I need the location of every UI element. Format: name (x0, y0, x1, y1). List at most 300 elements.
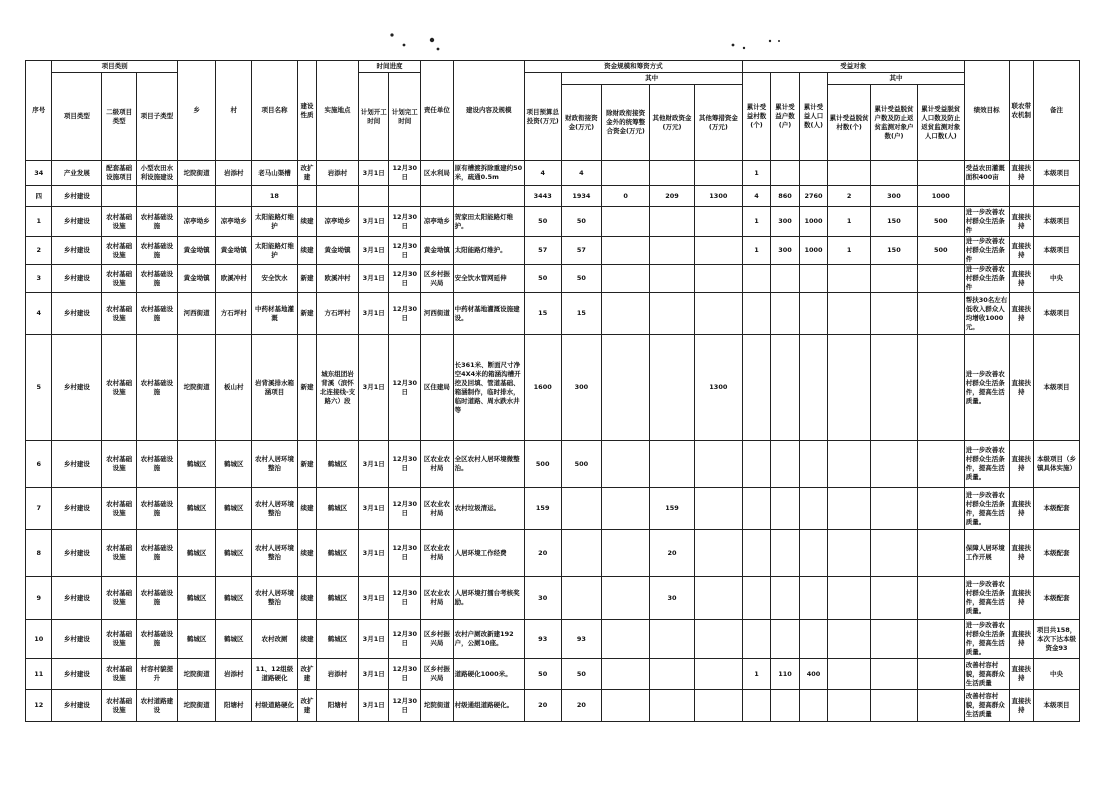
cell-link: 直接扶持 (1009, 577, 1033, 620)
cell-ph (871, 690, 918, 722)
cell-seq: 4 (26, 293, 52, 335)
table-row (26, 207, 1080, 237)
header-seq: 序号 (26, 61, 52, 161)
cell-integ (602, 577, 650, 620)
cell-pv (828, 659, 871, 690)
cell-bp: 1000 (799, 237, 828, 265)
cell-sub2 (102, 186, 137, 207)
cell-perf: 进一步改善农村群众生活条件 (964, 237, 1009, 265)
cell-pv (828, 690, 871, 722)
cell-nature: 新建 (297, 335, 316, 441)
cell-integ (602, 207, 650, 237)
cell-budget: 30 (524, 577, 561, 620)
cell-content: 贺家田太阳能路灯维护。 (453, 207, 524, 237)
cell-unit: 凉亭坳乡 (421, 207, 454, 237)
cell-content (453, 186, 524, 207)
header-secondary-type: 二级项目类型 (102, 73, 137, 161)
cell-town: 坨院街道 (177, 335, 216, 441)
header-farmer-link: 联农带农机制 (1009, 61, 1033, 161)
cell-otherf (650, 690, 695, 722)
cell-ph (871, 620, 918, 659)
cell-link (1009, 186, 1033, 207)
cell-bh (771, 577, 800, 620)
cell-fiscal: 20 (561, 690, 602, 722)
cell-link: 直接扶持 (1009, 335, 1033, 441)
table-row (26, 265, 1080, 293)
cell-start: 3月1日 (358, 335, 389, 441)
cell-content: 村级通组道路硬化。 (453, 690, 524, 722)
cell-remark: 本级配套 (1033, 577, 1079, 620)
header-responsible-unit: 责任单位 (421, 61, 454, 161)
cell-town: 坨院街道 (177, 690, 216, 722)
cell-end: 12月30日 (389, 620, 421, 659)
cell-seq: 6 (26, 441, 52, 488)
cell-town: 鹤城区 (177, 620, 216, 659)
cell-seq: 3 (26, 265, 52, 293)
cell-link: 直接扶持 (1009, 293, 1033, 335)
cell-sub3: 小型农田水利设施建设 (136, 161, 177, 186)
cell-bv: 1 (742, 659, 771, 690)
cell-town: 坨院街道 (177, 659, 216, 690)
cell-type: 乡村建设 (52, 293, 102, 335)
cell-end: 12月30日 (389, 207, 421, 237)
cell-bh (771, 335, 800, 441)
table-row (26, 690, 1080, 722)
cell-budget: 15 (524, 293, 561, 335)
header-project-type: 项目类型 (52, 73, 102, 161)
cell-village: 鹤城区 (216, 488, 252, 530)
cell-link: 直接扶持 (1009, 530, 1033, 577)
cell-nature (297, 186, 316, 207)
cell-seq: 11 (26, 659, 52, 690)
cell-fiscal (561, 530, 602, 577)
cell-sub3: 农村基础设施 (136, 293, 177, 335)
cell-bp (799, 265, 828, 293)
cell-sub3: 农村基础设施 (136, 577, 177, 620)
cell-pv (828, 441, 871, 488)
table-row (26, 237, 1080, 265)
cell-fiscal: 4 (561, 161, 602, 186)
cell-bh (771, 441, 800, 488)
cell-pv (828, 488, 871, 530)
table-row (26, 293, 1080, 335)
cell-name: 18 (252, 186, 298, 207)
cell-perf: 帮扶30名左右低收入群众人均增收1000元。 (964, 293, 1009, 335)
table-row (26, 161, 1080, 186)
cell-unit: 区住建局 (421, 335, 454, 441)
cell-bh (771, 293, 800, 335)
header-performance: 绩效目标 (964, 61, 1009, 161)
cell-name: 太阳能路灯维护 (252, 207, 298, 237)
cell-content: 人居环境打擂台考核奖励。 (453, 577, 524, 620)
cell-fiscal: 57 (561, 237, 602, 265)
cell-fiscal: 1934 (561, 186, 602, 207)
cell-loc: 方石坪村 (317, 293, 359, 335)
cell-ph (871, 530, 918, 577)
cell-pv (828, 620, 871, 659)
cell-bv (742, 530, 771, 577)
header-village: 村 (216, 61, 252, 161)
cell-type: 乡村建设 (52, 237, 102, 265)
cell-loc: 黄金坳镇 (317, 237, 359, 265)
cell-start: 3月1日 (358, 441, 389, 488)
cell-pp (917, 659, 964, 690)
cell-start: 3月1日 (358, 488, 389, 530)
cell-unit (421, 186, 454, 207)
cell-fiscal: 93 (561, 620, 602, 659)
header-plan-start: 计划开工时间 (358, 73, 389, 161)
cell-remark: 中央 (1033, 265, 1079, 293)
cell-pp (917, 265, 964, 293)
cell-loc: 岩添村 (317, 161, 359, 186)
cell-bp (799, 690, 828, 722)
cell-seq: 1 (26, 207, 52, 237)
cell-type: 乡村建设 (52, 659, 102, 690)
cell-type: 乡村建设 (52, 207, 102, 237)
cell-loc: 鹤城区 (317, 530, 359, 577)
header-benefit-villages: 累计受益村数(个) (742, 73, 771, 161)
cell-content: 人居环境工作经费 (453, 530, 524, 577)
header-project-category: 项目类别 (52, 61, 177, 73)
project-table (25, 60, 1080, 722)
cell-link: 直接扶持 (1009, 161, 1033, 186)
cell-village: 鹤城区 (216, 620, 252, 659)
cell-bh (771, 488, 800, 530)
cell-integ (602, 488, 650, 530)
cell-loc: 城东组团岩背溪（滨怀北连接线-支路六）段 (317, 335, 359, 441)
cell-integ (602, 161, 650, 186)
header-total-budget: 项目预算总投资(万元) (524, 73, 561, 161)
cell-sub3: 农村基础设施 (136, 441, 177, 488)
header-other-raised: 其他筹措资金(万元) (694, 85, 742, 161)
cell-village: 鹤城区 (216, 441, 252, 488)
cell-otherf: 209 (650, 186, 695, 207)
cell-sub2: 农村基础设施 (102, 207, 137, 237)
cell-village (216, 186, 252, 207)
cell-budget: 4 (524, 161, 561, 186)
cell-end: 12月30日 (389, 237, 421, 265)
cell-bv (742, 577, 771, 620)
cell-pp (917, 441, 964, 488)
cell-fiscal: 50 (561, 207, 602, 237)
cell-otherf (650, 237, 695, 265)
cell-pp (917, 530, 964, 577)
cell-remark: 本级项目 (1033, 237, 1079, 265)
cell-perf: 进一步改善农村群众生活条件，提高生活质量。 (964, 577, 1009, 620)
cell-type: 乡村建设 (52, 530, 102, 577)
cell-bv (742, 441, 771, 488)
cell-seq: 8 (26, 530, 52, 577)
cell-link: 直接扶持 (1009, 265, 1033, 293)
cell-perf: 进一步改善农村群众生活条件 (964, 207, 1009, 237)
cell-integ (602, 530, 650, 577)
cell-name: 老马山渠槽 (252, 161, 298, 186)
header-beneficiaries-of-which: 其中 (828, 73, 964, 85)
cell-type: 乡村建设 (52, 488, 102, 530)
table-row (26, 659, 1080, 690)
cell-seq: 四 (26, 186, 52, 207)
cell-village: 鹤城区 (216, 530, 252, 577)
cell-seq: 7 (26, 488, 52, 530)
cell-link: 直接扶持 (1009, 488, 1033, 530)
cell-content: 太阳能路灯维护。 (453, 237, 524, 265)
header-funding-of-which: 其中 (561, 73, 742, 85)
cell-sub2: 农村基础设施 (102, 530, 137, 577)
cell-bv: 1 (742, 161, 771, 186)
cell-loc: 鹤城区 (317, 577, 359, 620)
cell-end: 12月30日 (389, 690, 421, 722)
header-benefit-population: 累计受益人口数(人) (799, 73, 828, 161)
header-time-progress: 时间进度 (358, 61, 420, 73)
cell-village: 岩添村 (216, 161, 252, 186)
cell-nature: 改扩建 (297, 690, 316, 722)
cell-budget: 50 (524, 207, 561, 237)
cell-type: 乡村建设 (52, 265, 102, 293)
cell-integ (602, 441, 650, 488)
cell-town: 凉亭坳乡 (177, 207, 216, 237)
cell-fiscal: 15 (561, 293, 602, 335)
header-benefit-poor-households: 累计受益脱贫户数及防止返贫监测对象户数(户) (871, 85, 918, 161)
cell-loc: 鹤城区 (317, 620, 359, 659)
cell-seq: 12 (26, 690, 52, 722)
cell-remark: 本级项目 (1033, 293, 1079, 335)
cell-village: 板山村 (216, 335, 252, 441)
cell-type: 产业发展 (52, 161, 102, 186)
cell-pp (917, 293, 964, 335)
cell-otherf: 20 (650, 530, 695, 577)
cell-start: 3月1日 (358, 207, 389, 237)
cell-raised (694, 237, 742, 265)
cell-bp (799, 293, 828, 335)
cell-remark: 本级配套 (1033, 530, 1079, 577)
cell-nature: 改扩建 (297, 659, 316, 690)
cell-start: 3月1日 (358, 293, 389, 335)
cell-bh (771, 265, 800, 293)
cell-bv (742, 620, 771, 659)
cell-nature: 续建 (297, 577, 316, 620)
cell-link: 直接扶持 (1009, 441, 1033, 488)
cell-remark: 本级项目 (1033, 161, 1079, 186)
cell-sub3: 村容村貌提升 (136, 659, 177, 690)
cell-name: 农村人居环境整治 (252, 530, 298, 577)
cell-pv (828, 161, 871, 186)
cell-ph (871, 161, 918, 186)
cell-perf: 受益农田灌溉面积400亩 (964, 161, 1009, 186)
cell-perf: 进一步改善农村群众生活条件，提高生活质量。 (964, 620, 1009, 659)
cell-end: 12月30日 (389, 530, 421, 577)
cell-seq: 10 (26, 620, 52, 659)
cell-link: 直接扶持 (1009, 207, 1033, 237)
cell-integ (602, 335, 650, 441)
cell-sub3: 农村基础设施 (136, 237, 177, 265)
cell-sub3 (136, 186, 177, 207)
cell-nature: 新建 (297, 293, 316, 335)
cell-village: 凉亭坳乡 (216, 207, 252, 237)
table-body (26, 161, 1080, 722)
cell-content: 原有槽渡拆除重建约50米，疏通0.5m (453, 161, 524, 186)
header-location: 实施地点 (317, 61, 359, 161)
cell-nature: 改扩建 (297, 161, 316, 186)
cell-unit: 黄金坳镇 (421, 237, 454, 265)
table-row (26, 186, 1080, 207)
cell-bh: 300 (771, 207, 800, 237)
cell-ph: 150 (871, 237, 918, 265)
cell-raised (694, 690, 742, 722)
cell-village: 方石坪村 (216, 293, 252, 335)
cell-budget: 57 (524, 237, 561, 265)
cell-raised (694, 620, 742, 659)
header-other-fiscal-integrated: 除财政衔接资金外的统筹整合资金(万元) (602, 85, 650, 161)
cell-start: 3月1日 (358, 265, 389, 293)
cell-remark: 本级项目 (1033, 335, 1079, 441)
header-remark: 备注 (1033, 61, 1079, 161)
cell-bh (771, 530, 800, 577)
cell-otherf (650, 293, 695, 335)
cell-pv (828, 265, 871, 293)
cell-unit: 区农业农村局 (421, 488, 454, 530)
cell-end: 12月30日 (389, 577, 421, 620)
cell-type: 乡村建设 (52, 441, 102, 488)
cell-town (177, 186, 216, 207)
cell-town: 河西街道 (177, 293, 216, 335)
cell-bp (799, 161, 828, 186)
cell-end: 12月30日 (389, 441, 421, 488)
cell-sub3: 农村基础设施 (136, 488, 177, 530)
cell-budget: 20 (524, 530, 561, 577)
cell-content: 农村户厕改新建192户，公厕10座。 (453, 620, 524, 659)
cell-raised: 1300 (694, 186, 742, 207)
cell-otherf: 159 (650, 488, 695, 530)
cell-sub2: 农村基础设施 (102, 577, 137, 620)
cell-integ: 0 (602, 186, 650, 207)
cell-pv: 1 (828, 207, 871, 237)
cell-name: 太阳能路灯维护 (252, 237, 298, 265)
cell-start (358, 186, 389, 207)
cell-fiscal (561, 577, 602, 620)
cell-start: 3月1日 (358, 161, 389, 186)
cell-nature: 续建 (297, 488, 316, 530)
cell-nature: 续建 (297, 530, 316, 577)
cell-remark (1033, 186, 1079, 207)
cell-remark: 项目共158，本次下达本级资金93 (1033, 620, 1079, 659)
cell-unit: 区农业农村局 (421, 577, 454, 620)
table-row (26, 488, 1080, 530)
cell-sub2: 农村基础设施 (102, 265, 137, 293)
cell-budget: 50 (524, 265, 561, 293)
cell-town: 黄金坳镇 (177, 265, 216, 293)
header-benefit-poor-villages: 累计受益脱贫村数(个) (828, 85, 871, 161)
cell-remark: 本级项目 (1033, 207, 1079, 237)
header-fiscal-direct: 财政衔接资金(万元) (561, 85, 602, 161)
cell-nature: 新建 (297, 441, 316, 488)
cell-perf: 改善村容村貌，提高群众生活质量 (964, 690, 1009, 722)
cell-start: 3月1日 (358, 237, 389, 265)
cell-sub2: 农村基础设施 (102, 690, 137, 722)
cell-ph (871, 488, 918, 530)
cell-town: 鹤城区 (177, 441, 216, 488)
cell-sub3: 农村基础设施 (136, 335, 177, 441)
cell-sub2: 农村基础设施 (102, 659, 137, 690)
cell-unit: 区乡村振兴局 (421, 265, 454, 293)
cell-unit: 区农业农村局 (421, 441, 454, 488)
cell-content: 道路硬化1000米。 (453, 659, 524, 690)
cell-pp (917, 620, 964, 659)
cell-bh: 110 (771, 659, 800, 690)
cell-fiscal: 50 (561, 265, 602, 293)
header-plan-end: 计划完工时间 (389, 73, 421, 161)
cell-bp (799, 577, 828, 620)
cell-integ (602, 659, 650, 690)
cell-name: 农村人居环境整治 (252, 577, 298, 620)
cell-perf (964, 186, 1009, 207)
cell-raised (694, 161, 742, 186)
cell-seq: 9 (26, 577, 52, 620)
cell-ph: 300 (871, 186, 918, 207)
cell-raised (694, 441, 742, 488)
cell-pp (917, 690, 964, 722)
cell-ph (871, 265, 918, 293)
cell-name: 农村人居环境整治 (252, 488, 298, 530)
cell-content: 长361米、断面尺寸净空4X4米的箱涵沟槽开挖及回填、管道基础、箱涵制作，临时排水，临时道路、周水跌水井等 (453, 335, 524, 441)
cell-perf: 进一步改善农村群众生活条件，提高生活质量。 (964, 441, 1009, 488)
cell-village: 阳塘村 (216, 690, 252, 722)
cell-village: 鹤城区 (216, 577, 252, 620)
cell-remark: 本级项目（乡镇具体实施） (1033, 441, 1079, 488)
scan-specks (0, 0, 1115, 60)
cell-bv (742, 690, 771, 722)
cell-unit: 坨院街道 (421, 690, 454, 722)
cell-fiscal (561, 488, 602, 530)
cell-otherf (650, 620, 695, 659)
cell-seq: 5 (26, 335, 52, 441)
cell-bp (799, 335, 828, 441)
cell-ph: 150 (871, 207, 918, 237)
cell-pp (917, 335, 964, 441)
cell-name: 安全饮水 (252, 265, 298, 293)
cell-bh: 300 (771, 237, 800, 265)
cell-bv (742, 335, 771, 441)
cell-sub2: 农村基础设施 (102, 441, 137, 488)
cell-pp (917, 161, 964, 186)
cell-bh (771, 690, 800, 722)
cell-raised (694, 659, 742, 690)
cell-nature: 续建 (297, 237, 316, 265)
table-row (26, 530, 1080, 577)
cell-bv: 1 (742, 237, 771, 265)
cell-bp: 1000 (799, 207, 828, 237)
cell-start: 3月1日 (358, 530, 389, 577)
cell-end (389, 186, 421, 207)
cell-content: 安全饮水管网延伸 (453, 265, 524, 293)
cell-bh: 860 (771, 186, 800, 207)
cell-unit: 区乡村振兴局 (421, 659, 454, 690)
header-benefit-poor-population: 累计受益脱贫人口数及防止返贫监测对象人口数(人) (917, 85, 964, 161)
cell-loc: 鹤城区 (317, 488, 359, 530)
cell-sub2: 配套基础设施项目 (102, 161, 137, 186)
header-beneficiaries: 受益对象 (742, 61, 964, 73)
cell-village: 岩添村 (216, 659, 252, 690)
cell-perf: 进一步改善农村群众生活条件，提高生活质量。 (964, 335, 1009, 441)
cell-end: 12月30日 (389, 335, 421, 441)
cell-town: 鹤城区 (177, 577, 216, 620)
cell-start: 3月1日 (358, 577, 389, 620)
cell-sub2: 农村基础设施 (102, 488, 137, 530)
cell-nature: 续建 (297, 207, 316, 237)
cell-type: 乡村建设 (52, 335, 102, 441)
header-benefit-households: 累计受益户数(户) (771, 73, 800, 161)
cell-budget: 1600 (524, 335, 561, 441)
cell-unit: 区农业农村局 (421, 530, 454, 577)
